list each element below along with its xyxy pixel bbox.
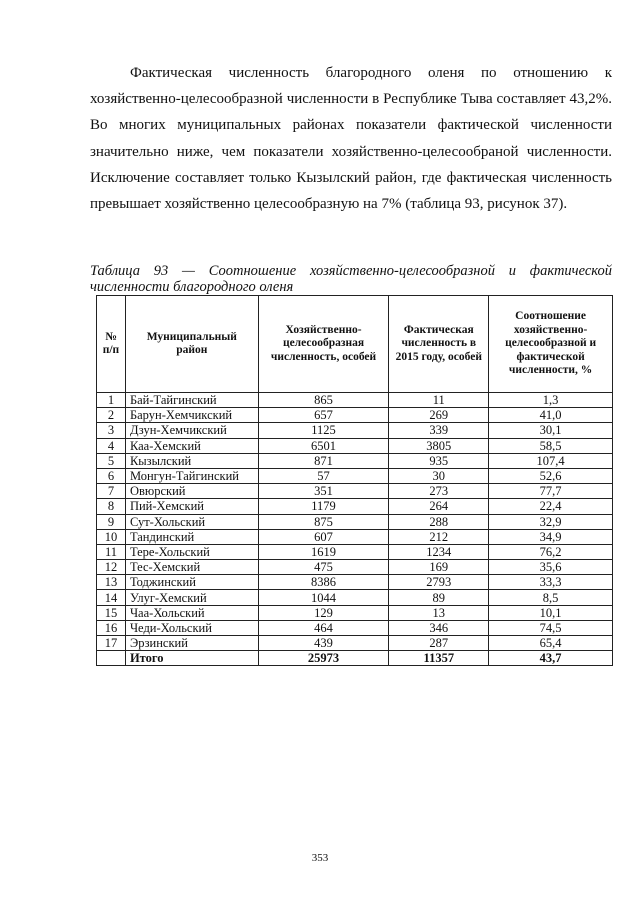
table-cell: 107,4 [489, 453, 613, 468]
table-cell: 65,4 [489, 636, 613, 651]
table-cell: 52,6 [489, 468, 613, 483]
table-cell: 74,5 [489, 620, 613, 635]
table-cell: Итого [125, 651, 258, 666]
table-row [97, 438, 613, 453]
table-cell: 129 [258, 605, 389, 620]
table-row [97, 544, 613, 559]
table-cell: 3805 [389, 438, 489, 453]
header-cell: Фактическая численность в 2015 году, особей [389, 296, 489, 393]
table-cell: 16 [97, 620, 126, 635]
table-cell: 439 [258, 636, 389, 651]
table-cell: 1234 [389, 544, 489, 559]
header-cell: Муниципальный район [125, 296, 258, 393]
table-cell: 607 [258, 529, 389, 544]
table-row [97, 560, 613, 575]
table-cell: 34,9 [489, 529, 613, 544]
table-cell: 77,7 [489, 484, 613, 499]
table-cell: Монгун-Тайгинский [125, 468, 258, 483]
table-cell: Овюрский [125, 484, 258, 499]
table-cell: 13 [97, 575, 126, 590]
table-cell: Тандинский [125, 529, 258, 544]
table-cell [97, 651, 126, 666]
table-cell: Барун-Хемчикский [125, 408, 258, 423]
table-cell: 1 [97, 393, 126, 408]
table-cell: 12 [97, 560, 126, 575]
table-cell: 935 [389, 453, 489, 468]
table-cell: 43,7 [489, 651, 613, 666]
header-cell: Хозяйственно-целесообразная численность, особей [258, 296, 389, 393]
table-cell: 1125 [258, 423, 389, 438]
table-cell: 475 [258, 560, 389, 575]
table-cell: 8386 [258, 575, 389, 590]
table-row [97, 514, 613, 529]
table-cell: 7 [97, 484, 126, 499]
table-cell: 339 [389, 423, 489, 438]
table-cell: 2793 [389, 575, 489, 590]
table-row [97, 575, 613, 590]
table-cell: Тес-Хемский [125, 560, 258, 575]
table-cell: 287 [389, 636, 489, 651]
table-row [97, 636, 613, 651]
table-cell: 1,3 [489, 393, 613, 408]
table-cell: 11 [97, 544, 126, 559]
table-cell: 169 [389, 560, 489, 575]
table-cell: 11357 [389, 651, 489, 666]
table-cell: 9 [97, 514, 126, 529]
table-cell: 871 [258, 453, 389, 468]
table-cell: 33,3 [489, 575, 613, 590]
table-cell: 875 [258, 514, 389, 529]
table-cell: 8 [97, 499, 126, 514]
table-cell: 2 [97, 408, 126, 423]
page-number: 353 [311, 852, 329, 864]
table-cell: 8,5 [489, 590, 613, 605]
body-paragraph: Фактическая численность благородного оленя по отношению к хозяйственно-целесообразной численности в Республике Тыва составляет 43,2%. Во многих муниципальных районах показатели фактической численности значительно ниже, чем показатели хозяйственно-целесообраной численности. Исключение составляет только Кызылский район, где фактическая численность превышает хозяйственно целесообразную на 7% (таблица 93, рисунок 37). [90, 65, 612, 213]
table-cell: 35,6 [489, 560, 613, 575]
table-cell: Каа-Хемский [125, 438, 258, 453]
table-row [97, 393, 613, 408]
table-cell: 13 [389, 605, 489, 620]
table-cell: 1044 [258, 590, 389, 605]
header-cell: № п/п [97, 296, 126, 393]
table-cell: 464 [258, 620, 389, 635]
table-cell: 269 [389, 408, 489, 423]
table-cell: 1179 [258, 499, 389, 514]
table-cell: 273 [389, 484, 489, 499]
table-row [97, 620, 613, 635]
table-row [97, 408, 613, 423]
table-cell: Кызылский [125, 453, 258, 468]
table-cell: 351 [258, 484, 389, 499]
table-cell: 25973 [258, 651, 389, 666]
table-cell: 32,9 [489, 514, 613, 529]
table-cell: 264 [389, 499, 489, 514]
table-cell: 76,2 [489, 544, 613, 559]
table-cell: 1619 [258, 544, 389, 559]
table-cell: Чаа-Хольский [125, 605, 258, 620]
table-cell: 22,4 [489, 499, 613, 514]
table-cell: Дзун-Хемчикский [125, 423, 258, 438]
table-cell: 10 [97, 529, 126, 544]
table-cell: 346 [389, 620, 489, 635]
table-cell: 6501 [258, 438, 389, 453]
table-cell: 6 [97, 468, 126, 483]
table-row [97, 605, 613, 620]
table-cell: 14 [97, 590, 126, 605]
table-row [97, 499, 613, 514]
table-row [97, 468, 613, 483]
table-cell: 30 [389, 468, 489, 483]
table-cell: 11 [389, 393, 489, 408]
total-row [97, 651, 613, 666]
table-cell: Тере-Хольский [125, 544, 258, 559]
table-cell: 4 [97, 438, 126, 453]
table-cell: 57 [258, 468, 389, 483]
table-cell: 58,5 [489, 438, 613, 453]
table-cell: 41,0 [489, 408, 613, 423]
table-cell: Сут-Хольский [125, 514, 258, 529]
table-row [97, 484, 613, 499]
table-cell: 865 [258, 393, 389, 408]
table-cell: 17 [97, 636, 126, 651]
table-cell: Пий-Хемский [125, 499, 258, 514]
table-caption: Таблица 93 — Соотношение хозяйственно-целесообразной и фактической численности благородного оленя [90, 263, 612, 295]
header-cell: Соотношение хозяйственно-целесообразной и фактической численности, % [489, 296, 613, 393]
table-cell: Чеди-Хольский [125, 620, 258, 635]
table-cell: 10,1 [489, 605, 613, 620]
table-cell: 5 [97, 453, 126, 468]
table-cell: 657 [258, 408, 389, 423]
table-cell: 288 [389, 514, 489, 529]
table-cell: 212 [389, 529, 489, 544]
table-cell: 15 [97, 605, 126, 620]
table-cell: Тоджинский [125, 575, 258, 590]
table-cell: 3 [97, 423, 126, 438]
table-cell: 89 [389, 590, 489, 605]
table-cell: Эрзинский [125, 636, 258, 651]
data-table [96, 295, 613, 666]
table-cell: 30,1 [489, 423, 613, 438]
table-row [97, 453, 613, 468]
table-cell: Бай-Тайгинский [125, 393, 258, 408]
table-row [97, 590, 613, 605]
table-row [97, 423, 613, 438]
table-row [97, 529, 613, 544]
table-cell: Улуг-Хемский [125, 590, 258, 605]
header-row [97, 296, 613, 393]
